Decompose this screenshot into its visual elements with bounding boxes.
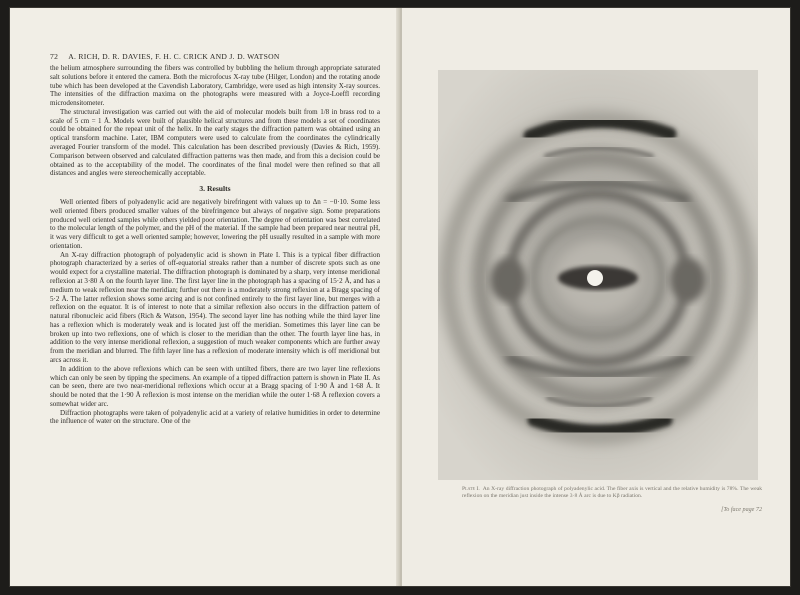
paragraph: The structural investigation was carried out with the aid of molecular models built from 1/8 in brass rod to a scale of 5 cm = 1 Å. Models were built of plausible helical structures and from these models a set of coordinates could be obtained for the repeat unit of the helix. In the early stages the diffraction pattern was obtained using an optical transform machine. Later, IBM computers were used to calculate from the coordinates the cylindrically averaged Fourier transform of the model. This calculation has been described previously (Davies & Rich, 1959). Comparison between observed and calculated diffraction patterns was then made, and from this a decision could be obtained as to the acceptability of the model. The coordinates of the final model were then refined so that all distances and angles were stereochemically acceptable.: [50, 107, 380, 178]
body-text: [50, 64, 380, 426]
author-line: A. RICH, D. R. DAVIES, F. H. C. CRICK AND J. D. WATSON: [68, 52, 280, 61]
paragraph: An X-ray diffraction photograph of polyadenylic acid is shown in Plate I. This is a typical fiber diffraction photograph characterized by a series of off-equatorial streaks rather than a number of discrete spots such as one would expect for a crystalline material. The diffraction photograph is dominated by a sharp, very intense meridional reflexion at 3·80 Å on the fourth layer line. The first layer line in the photograph has a spacing of 15·2 Å, and has a medium to weak reflexion near the meridian; further out there is a moderately strong reflexion at a Bragg spacing of 5·2 Å. The latter reflexion shows some arcing and is not confined entirely to the first layer line, but merges with a reflexion on the equator. It is of interest to note that a similar reflexion also occurs in the diffraction pattern of natural ribonucleic acid fibers (Rich & Watson, 1954). The second layer line has nothing while the third layer line has a reflexion which is moderately weak and is located just off the meridian. Sometimes this layer line can be broken up into two reflexions, one of which is closer to the meridian than the other. The fourth layer line has, in addition to the very intense meridional reflexion, a suggestion of much weaker components which are further away from the meridian and blurred. The fifth layer line has a reflexion of moderate intensity which is off meridional but arcs across it.: [50, 250, 380, 364]
paragraph: Well oriented fibers of polyadenylic acid are negatively birefringent with values up to Δn = −0·10. Some less well oriented fibers produced smaller values of the birefringence but always of negative sign. Some preparations produced well oriented samples while others yielded poor orientation. The degree of orientation was best correlated to the molecular length of the polymer, and the pH of the material. If the sample had been prepared near neutral pH, it was very difficult to get a well oriented sample; however, lowering the pH usually resulted in a sample with more orientation.: [50, 197, 380, 250]
caption-text: An X-ray diffraction photograph of polyadenylic acid. The fiber axis is vertical and the relative humidity is 78%. The weak reflexion on the meridian just inside the intense 3·8 Å arc is due to Kβ radiation.: [462, 486, 762, 500]
right-page: [402, 8, 790, 586]
plate-label: Plate I.: [462, 486, 480, 492]
paragraph: In addition to the above reflexions which can be seen with untilted fibers, there are two layer line reflexions which can only be seen by tipping the specimens. An example of a tipped diffraction pattern is shown in Plate II. As can be seen, there are two near-meridional reflexions which occur at a Bragg spacing of 1·90 Å and 1·68 Å. It should be noted that the 1·90 Å reflexion is most intense on the meridian while the outer 1·68 Å reflexion covers a somewhat wider arc.: [50, 364, 380, 408]
paragraph: the helium atmosphere surrounding the fibers was controlled by bubbling the helium through appropriate saturated salt solutions before it entered the camera. Both the microfocus X-ray tube (Hilger, London) and the rotating anode tube which has been developed at the Cavendish Laboratory, Cambridge, were used as high intensity X-ray sources. The intensities of the diffraction maxima on the photographs were measured with a Joyce-Loeffl recording microdensitometer.: [50, 64, 380, 108]
book-spread: [10, 8, 790, 586]
paragraph: Diffraction photographs were taken of polyadenylic acid at a variety of relative humidities in order to determine the influence of water on the structure. One of the: [50, 408, 380, 426]
plate-caption: [462, 486, 762, 500]
facing-page-note: [To face page 72: [721, 507, 762, 513]
diffraction-pattern-image: [438, 70, 758, 480]
diffraction-photograph: [438, 70, 758, 480]
left-page: [10, 8, 400, 586]
running-head: [50, 52, 380, 61]
page-number: 72: [50, 52, 59, 61]
section-heading: 3. Results: [199, 184, 231, 194]
